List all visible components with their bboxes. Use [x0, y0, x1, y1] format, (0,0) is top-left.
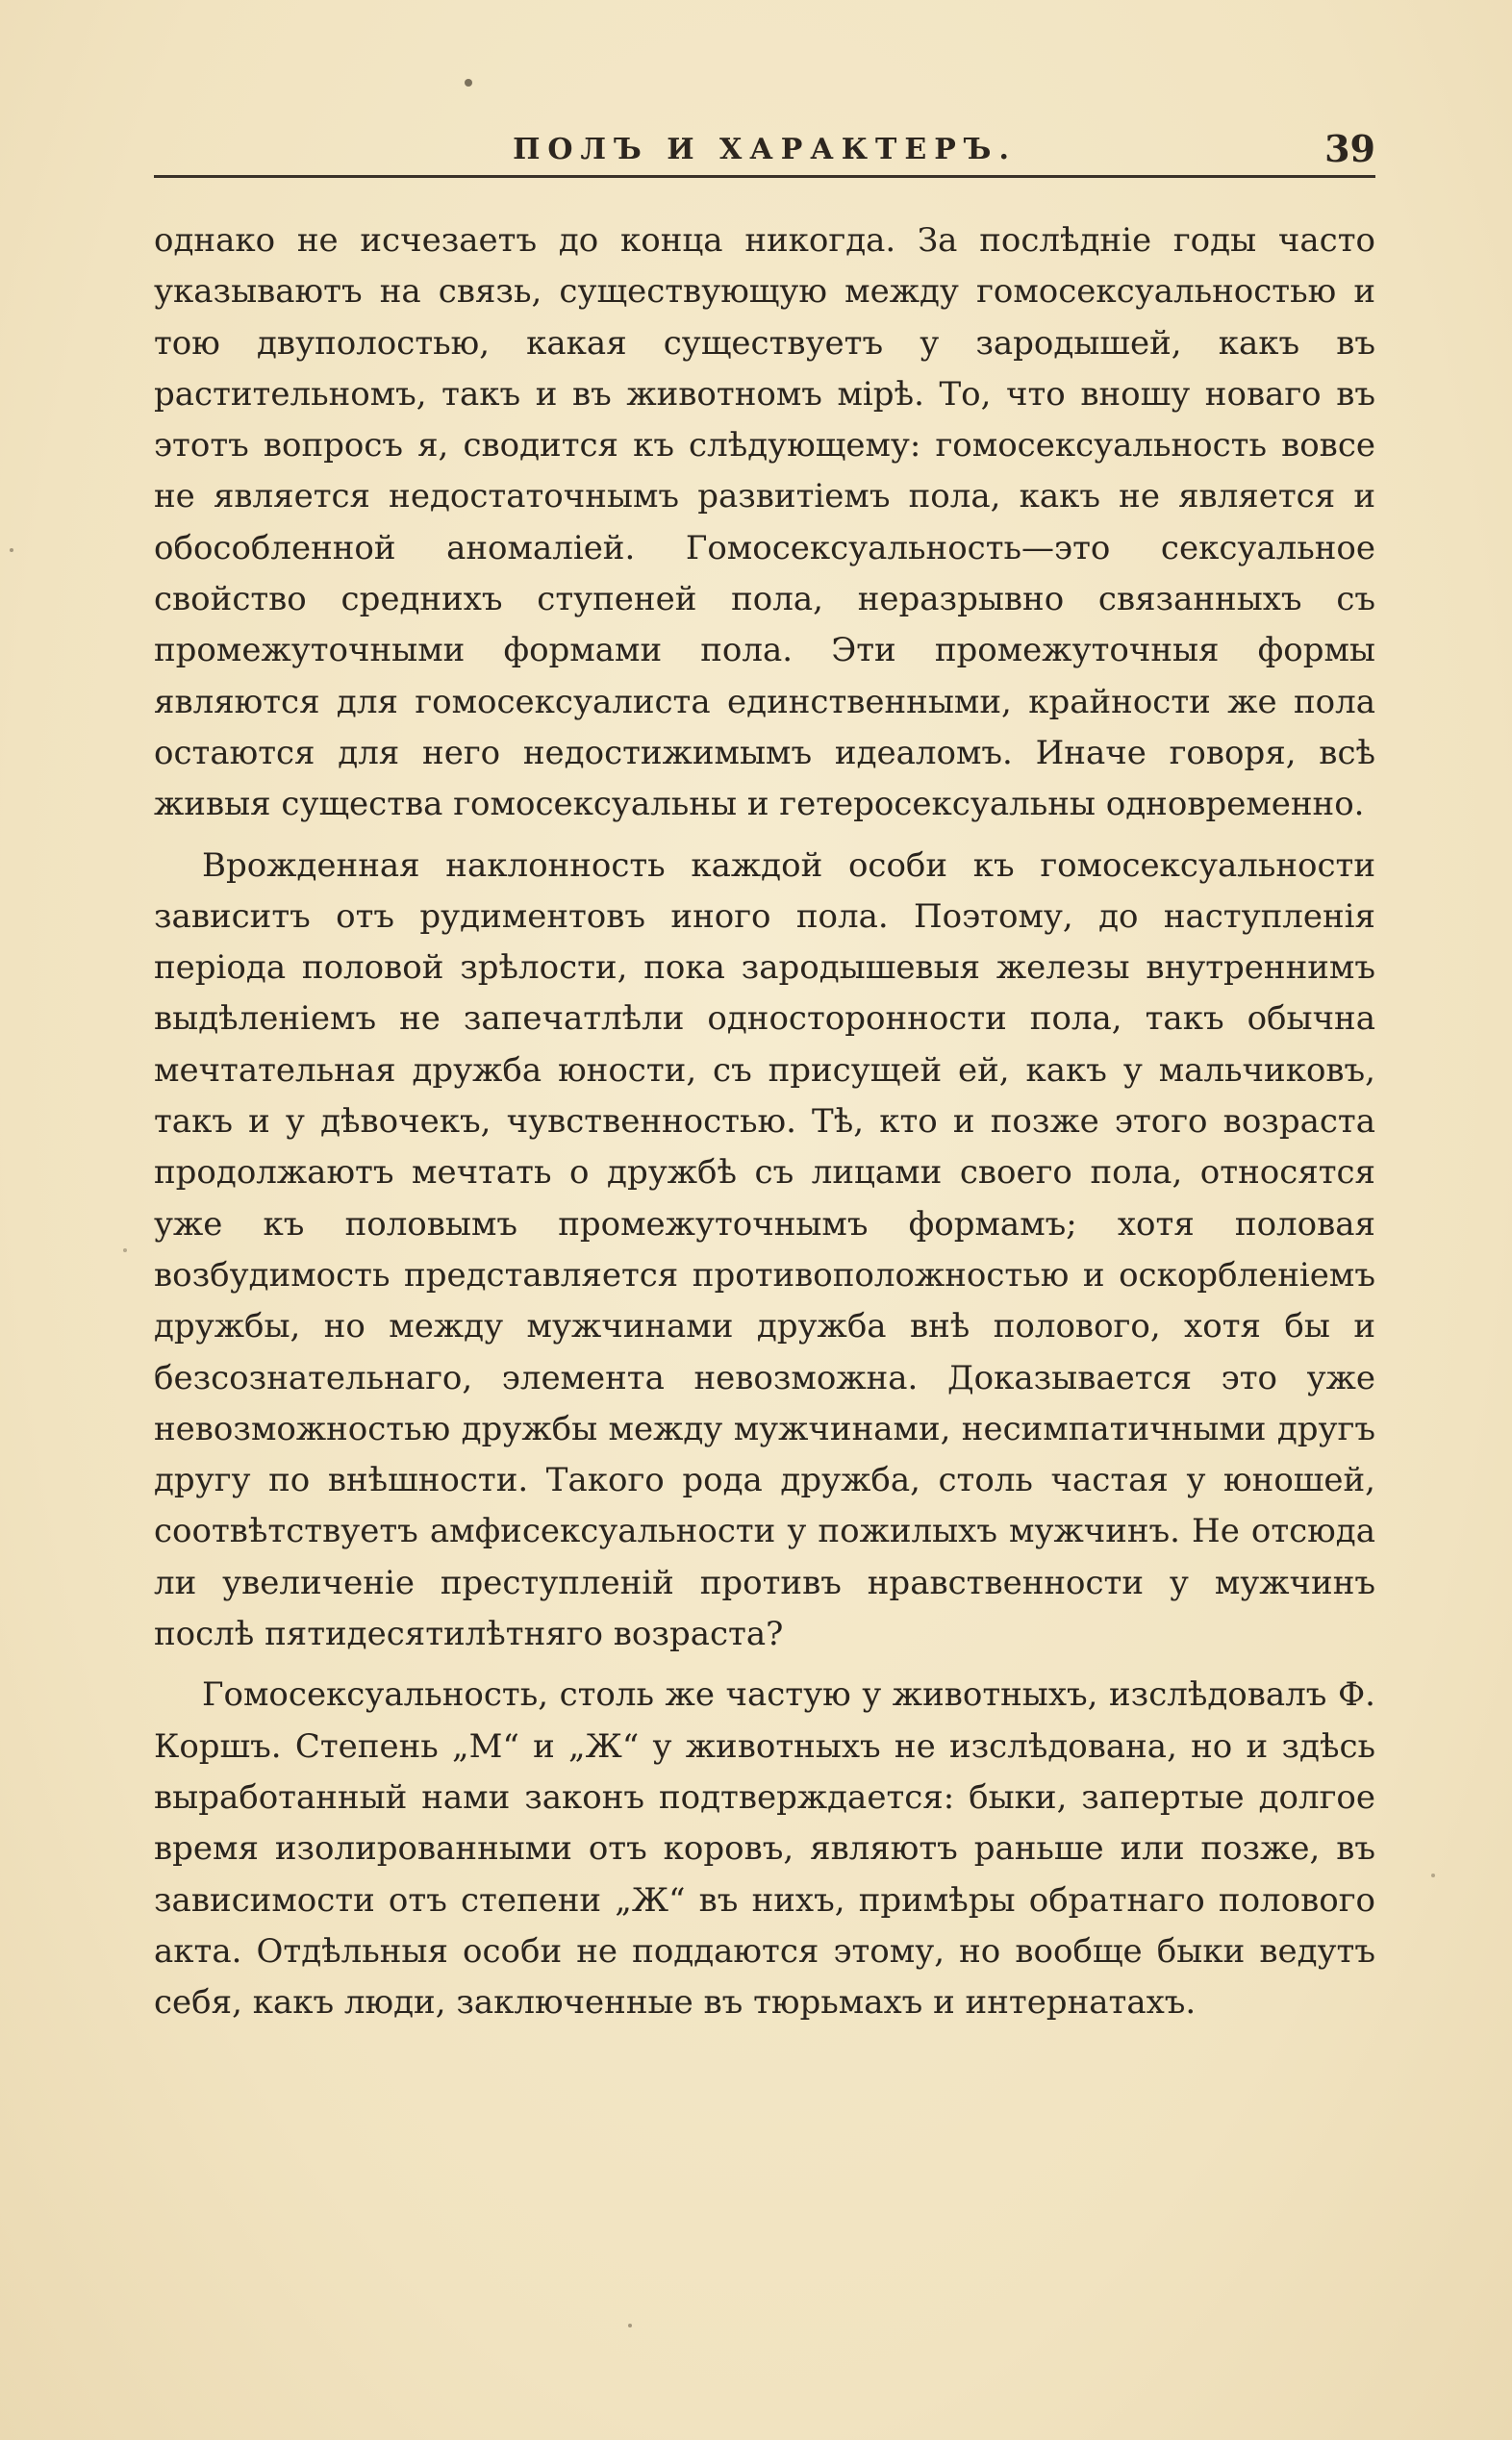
page-number: 39: [1324, 127, 1375, 170]
header-rule: [154, 175, 1375, 178]
paragraph-1: однако не исчезаетъ до конца никогда. За послѣдніе годы часто указываютъ на связь, существующую между гомосексуальностью и тою двуполостью, какая существуетъ у зародышей, какъ въ растительномъ, такъ и въ животномъ мірѣ. То, что вношу новаго въ этотъ вопросъ я, сводится къ слѣдующему: гомосексуальность вовсе не является недостаточнымъ развитіемъ пола, какъ не является и обособленной аномаліей. Гомосексуальность—это сексуальное свойство среднихъ ступеней пола, неразрывно связанныхъ съ промежуточными формами пола. Эти промежуточныя формы являются для гомосексуалиста единственными, крайности же пола остаются для него недостижимымъ идеаломъ. Иначе говоря, всѣ живыя существа гомосексуальны и гетеросексуальны одновременно.: [154, 221, 1375, 824]
running-title: ПОЛЪ И ХАРАКТЕРЪ.: [513, 133, 1017, 166]
page-header: [154, 113, 1375, 171]
paragraph-2: Врожденная наклонность каждой особи къ гомосексуальности зависитъ отъ рудиментовъ иного пола. Поэтому, до наступленія періода половой зрѣлости, пока зародышевыя железы внутреннимъ выдѣленіемъ не запечатлѣли односторонности пола, такъ обычна мечтательная дружба юности, съ присущей ей, какъ у мальчиковъ, такъ и у дѣвочекъ, чувственностью. Тѣ, кто и позже этого возраста продолжаютъ мечтать о дружбѣ съ лицами своего пола, относятся уже къ половымъ промежуточнымъ формамъ; хотя половая возбудимость представляется противоположностью и оскорбленіемъ дружбы, но между мужчинами дружба внѣ полового, хотя бы и безсознательнаго, элемента невозможна. Доказывается это уже невозможностью дружбы между мужчинами, несимпатичными другъ другу по внѣшности. Такого рода дружба, столь частая у юношей, соотвѣтствуетъ амфисексуальности у пожилыхъ мужчинъ. Не отсюда ли увеличеніе преступленій противъ нравственности у мужчинъ послѣ пятидесятилѣтняго возраста?: [154, 845, 1375, 1654]
body-text: [154, 215, 1375, 2038]
paragraph-3: Гомосексуальность, столь же частую у животныхъ, изслѣдовалъ Ф. Коршъ. Степень „М“ и „Ж“ у животныхъ не изслѣдована, но и здѣсь выработанный нами законъ подтверждается: быки, запертые долгое время изолированными отъ коровъ, являютъ раньше или позже, въ зависимости отъ степени „Ж“ въ нихъ, примѣры обратнаго полового акта. Отдѣльныя особи не поддаются этому, но вообще быки ведутъ себя, какъ люди, заключенные въ тюрьмахъ и интернатахъ.: [154, 1675, 1375, 2023]
